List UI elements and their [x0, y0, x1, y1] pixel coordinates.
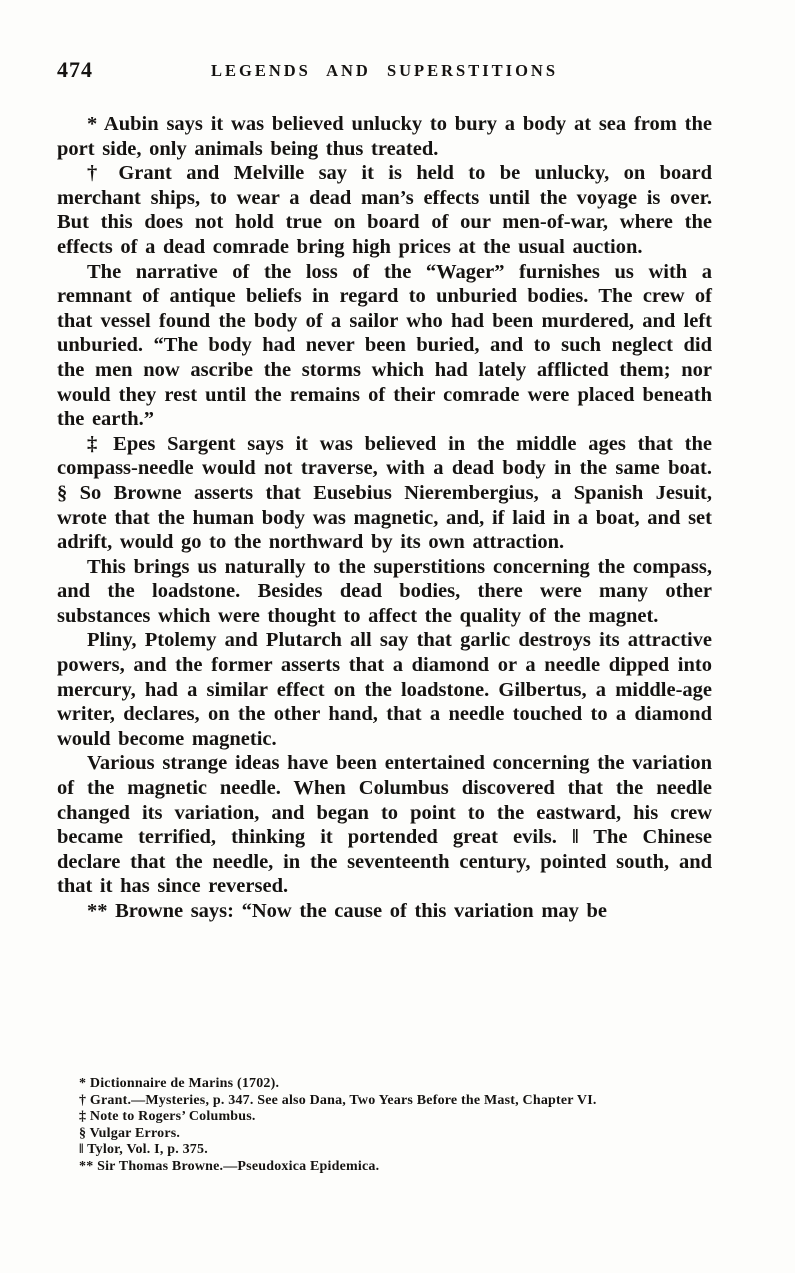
footnote-tylor: ‖ Tylor, Vol. I, p. 375. — [79, 1142, 208, 1157]
page-number: 474 — [57, 57, 93, 82]
paragraph-pliny-ptolemy: Pliny, Ptolemy and Plutarch all say that garlic destroys its attractive powers, and the former asserts that a diamond or a needle dipped into mercury, had a similar effect on the loadstone. Gilbertus, a middle-age writer, declares, on the other hand, that a needle touched to a diamond would become magnetic. — [57, 629, 712, 750]
paragraph-grant-melville: † Grant and Melville say it is held to be unlucky, on board merchant ships, to wear a dead man’s effects until the voyage is over. But this does not hold true on board of our men-of-war, where the effects of a dead comrade bring high prices at the usual auction. — [57, 162, 712, 258]
paragraph-aubin: * Aubin says it was believed unlucky to bury a body at sea from the port side, only animals being thus treated. — [57, 113, 712, 160]
paragraph-compass-superstitions: This brings us naturally to the superstitions concerning the compass, and the loadstone. Besides dead bodies, there were many other substances which were thought to affect the quality of the magnet. — [57, 555, 712, 627]
paragraph-wager-narrative: The narrative of the loss of the “Wager” furnishes us with a remnant of antique beliefs in regard to unburied bodies. The crew of that vessel found the body of a sailor who had been murdered, and left unburied. “The body had never been buried, and to such neglect did the men now ascribe the storms which had lately afflicted them; nor would they rest until the remains of their comrade were placed beneath the earth.” — [57, 260, 712, 431]
footnote-thomas-browne: ** Sir Thomas Browne.—Pseudoxica Epidemica. — [79, 1158, 380, 1174]
running-title: LEGENDS AND SUPERSTITIONS — [211, 61, 558, 80]
paragraph-needle-variation: Various strange ideas have been entertained concerning the variation of the magnetic needle. When Columbus discovered that the needle changed its variation, and began to point to the eastward, his crew became terrified, thinking it portended great evils. ‖ The Chinese declare that the needle, in the seventeenth century, pointed south, and that it has since reversed. — [57, 752, 712, 898]
page-header — [57, 59, 712, 87]
footnotes-block — [57, 1076, 712, 1175]
footnote-rogers-columbus: ‡ Note to Rogers’ Columbus. — [79, 1109, 256, 1124]
page-body — [57, 112, 712, 924]
footnote-grant-mysteries: † Grant.—Mysteries, p. 347. See also Dana, Two Years Before the Mast, Chapter VI. — [79, 1092, 597, 1108]
footnote-vulgar-errors: § Vulgar Errors. — [79, 1125, 181, 1141]
footnote-dictionnaire: * Dictionnaire de Marins (1702). — [79, 1076, 280, 1091]
paragraph-epes-sargent: ‡ Epes Sargent says it was believed in the middle ages that the compass-needle would not traverse, with a dead body in the same boat. § So Browne asserts that Eusebius Nierembergius, a Spanish Jesuit, wrote that the human body was magnetic, and, if laid in a boat, and set adrift, would go to the northward by its own attraction. — [57, 432, 712, 554]
paragraph-browne-quote: ** Browne says: “Now the cause of this variation may be — [87, 900, 608, 922]
